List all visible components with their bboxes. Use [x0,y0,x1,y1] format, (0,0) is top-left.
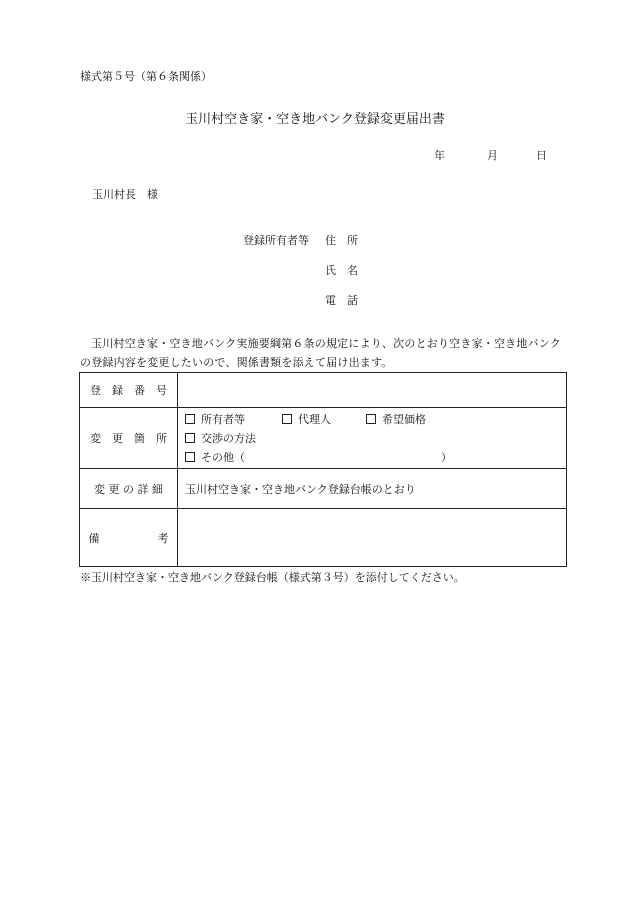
remarks-label-left: 備 [88,531,100,545]
applicant-phone-label: 電 話 [325,294,358,307]
date-month: 月 [487,149,498,162]
price-option-label: 希望価格 [382,412,426,426]
remarks-label-right: 考 [157,531,169,545]
negotiation-checkbox[interactable] [185,433,195,443]
agent-checkbox[interactable] [282,414,292,424]
table-row [80,373,567,408]
change-table [79,372,567,567]
applicant-role-label: 登録所有者等 [243,234,309,247]
remarks-label [80,509,178,567]
applicant-address-label: 住 所 [325,234,358,247]
change-detail-value: 玉川村空き家・空き地バンク登録台帳のとおり [178,469,567,509]
document-title: 玉川村空き家・空き地バンク登録変更届出書 [185,112,445,127]
owner-checkbox[interactable] [185,414,195,424]
other-close-paren: ） [441,450,452,464]
body-text: 玉川村空き家・空き地バンク実施要綱第６条の規定により、次のとおり空き家・空き地バンクの登録内容を変更したいので、関係書類を添えて届け出ます。 [80,337,561,369]
table-row [80,408,567,469]
form-number: 様式第５号（第６条関係） [80,70,212,83]
registration-number-label: 登 録 番 号 [80,373,178,408]
applicant-name-label: 氏 名 [325,264,358,277]
date-line [434,147,547,163]
other-option-label: その他（ [201,450,245,464]
owner-option-label: 所有者等 [201,412,245,426]
change-location-options [178,408,567,469]
addressee: 玉川村長 様 [92,188,158,201]
change-detail-label: 変 更 の 詳 細 [80,469,178,509]
date-year: 年 [434,149,445,162]
negotiation-option-label: 交渉の方法 [201,431,256,445]
footnote: ※玉川村空き家・空き地バンク登録台帳（様式第３号）を添付してください。 [80,571,465,584]
registration-number-field[interactable] [178,373,567,408]
change-location-label: 変 更 箇 所 [80,408,178,469]
table-row [80,509,567,567]
other-checkbox[interactable] [185,452,195,462]
price-checkbox[interactable] [366,414,376,424]
date-day: 日 [536,149,547,162]
agent-option-label: 代理人 [298,412,331,426]
table-row [80,469,567,509]
remarks-field[interactable] [178,509,567,567]
